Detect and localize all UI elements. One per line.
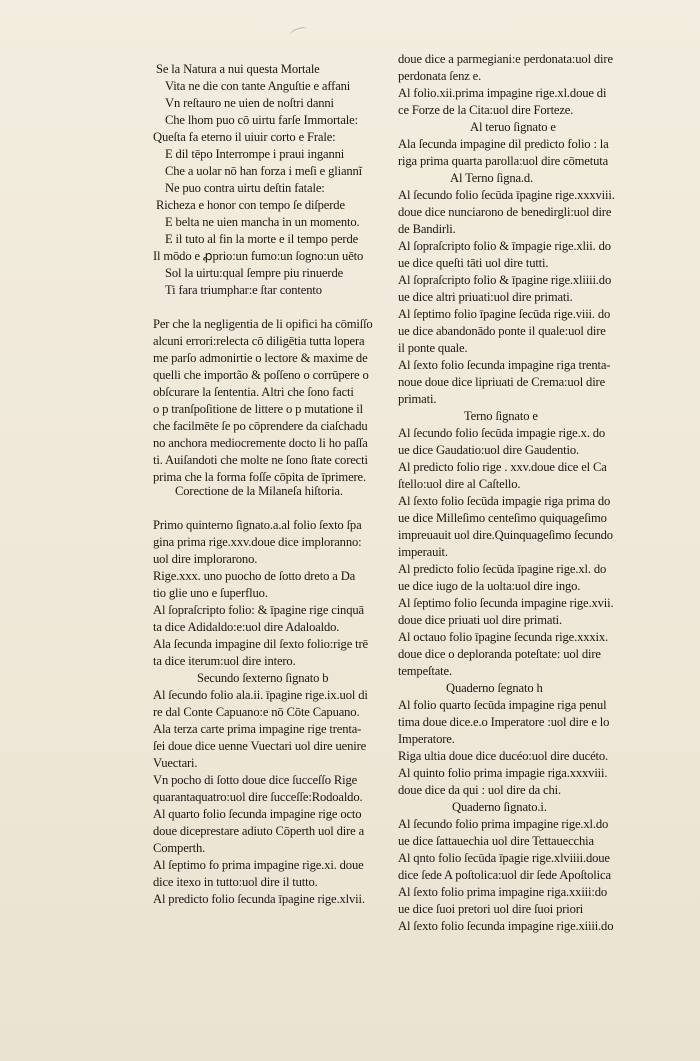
correction-line: Al ſecundo folio prima impagine rige.xl.do (398, 817, 609, 831)
correction-line: doue dice o deploranda poteſtate: uol dire (398, 647, 601, 661)
prose-line: obſcurare la ſententia. Altri che ſono facti (153, 385, 354, 399)
correction-line: ue dice iugo de la uolta:uol dire ingo. (398, 579, 581, 593)
correction-line: ta dice Adidaldo:e:uol dire Adaloaldo. (153, 620, 340, 634)
correction-line: Imperatore. (398, 732, 455, 746)
poem-line: E il tuto al fin la morte e il tempo perde (165, 232, 359, 246)
correction-line: quarantaquatro:uol dire ſucceſſe:Rodoaldo. (153, 790, 363, 804)
correction-line: Al folio quarto ſecūda impagine riga penul (398, 698, 607, 712)
poem-line: Queſta fa eterno il uiuir corto e Frale: (153, 130, 336, 144)
correction-line: ta dice iterum:uol dire intero. (153, 654, 296, 668)
correction-line: ue dice ſuoi pretori uol dire ſuoi priori (398, 902, 584, 916)
signature-heading: Terno ſignato e (464, 409, 538, 423)
correction-line: dice ſede A poſtolica:uol dir ſede Apoſtolica (398, 868, 611, 882)
poem-line: Ti fara triumphar:e ſtar contento (165, 283, 322, 297)
correction-line: Ala terza carte prima impagine rige trenta- (153, 722, 362, 736)
correction-line: Al predicto folio ſecunda īpagine rige.xlvii. (153, 892, 365, 906)
correction-line: Al ſeptimo fo prima impagine rige.xi. doue (153, 858, 364, 872)
correction-line: Al ſeptimo folio ſecunda impagine rige.xvii. (398, 596, 614, 610)
poem-line: Vn reſtauro ne uien de noſtri danni (165, 96, 334, 110)
correction-line: ſtello:uol dire al Caſtello. (398, 477, 521, 491)
correction-line: Al predicto folio ſecūda īpagine rige.xl. do (398, 562, 607, 576)
correction-line: Riga ultia doue dice ducéo:uol dire ducéto. (398, 749, 609, 763)
correction-line: Al ſexto folio prima impagine riga.xxiii:do (398, 885, 608, 899)
correction-line: Al ſeptimo folio īpagine ſecūda rige.viii. do (398, 307, 611, 321)
correction-line: Al folio.xii.prima impagine rige.xl.doue di (398, 86, 607, 100)
poem-line: Che a uolar nō han forza i meſi e gliannĩ (165, 164, 363, 178)
correction-line: Comperth. (153, 841, 206, 855)
prose-line: quelli che importão & poſſeno o corrūpere o (153, 368, 369, 382)
poem-line: Vita ne die con tante Anguſtie e affani (165, 79, 351, 93)
correction-line: noue doue dice lipriuati de Crema:uol dire (398, 375, 606, 389)
correction-line: Ala ſecunda impagine dil predicto folio : la (398, 137, 609, 151)
poem-line: Il mōdo e ꝓprio:un fumo:un ſogno:un uēto (153, 249, 364, 263)
prose-line: me parſo admonirtie o lectore & maxime de (153, 351, 368, 365)
correction-line: il ponte quale. (398, 341, 468, 355)
correction-line: ſei doue dice uenne Vuectari uol dire uenire (153, 739, 367, 753)
correction-line: dice itexo in tutto:uol dire il tutto. (153, 875, 318, 889)
poem-line: E dil tēpo Interrompe i praui inganni (165, 147, 345, 161)
correction-line: doue dice a parmegiani:e perdonata:uol dire (398, 52, 613, 66)
correction-line: re dal Conte Capuano:e nō Cōte Capuano. (153, 705, 360, 719)
correction-line: doue dice da qui : uol dire da chi. (398, 783, 561, 797)
prose-line: no anchora mediocremente docto li ho paſſa (153, 436, 368, 450)
poem-line: Se la Natura a nui questa Mortale (156, 62, 320, 76)
correction-line: ue dice altri priuati:uol dire primati. (398, 290, 573, 304)
correction-line: ue dice queſti tāti uol dire tutti. (398, 256, 549, 270)
correction-line: Al ſecundo folio ſecūda impagie rige.x. do (398, 426, 606, 440)
correction-line: gina prima rige.xxv.doue dice imploranno: (153, 535, 362, 549)
section-heading: Corectione de la Milaneſa hiſtoria. (175, 484, 343, 498)
correction-line: Vuectari. (153, 756, 198, 770)
pencil-mark (289, 25, 309, 38)
prose-line: alcuni errori:relecta cō diligētia tutta lopera (153, 334, 365, 348)
correction-line: primati. (398, 392, 437, 406)
correction-line: Al ſopraſcripto folio & īpagine rige.xliiii.do (398, 273, 612, 287)
correction-line: ue dice Gaudatio:uol dire Gaudentio. (398, 443, 579, 457)
correction-line: tima doue dice.e.o Imperatore :uol dire e lo (398, 715, 610, 729)
correction-line: doue dice priuati uol dire primati. (398, 613, 563, 627)
correction-line: Al ſexto folio ſecunda impagine rige.xiiii.do (398, 919, 614, 933)
prose-line: che facilmēte ſe po cōprendere da ciaſchadu (153, 419, 368, 433)
correction-line: Al ſopraſcripto folio: & īpagine rige cinquā (153, 603, 364, 617)
correction-line: uol dire implorarono. (153, 552, 258, 566)
poem-line: Ne puo contra uirtu deſtin fatale: (165, 181, 325, 195)
signature-heading: Quaderno ſignato.i. (452, 800, 547, 814)
correction-line: Al ſecundo folio ala.ii. īpagine rige.ix.uol di (153, 688, 368, 702)
correction-line: Al qnto folio ſecūda īpagie rige.xlviiii.doue (398, 851, 610, 865)
correction-line: de Bandirli. (398, 222, 456, 236)
correction-line: Al ſopraſcripto folio & īmpagie rige.xlii. do (398, 239, 611, 253)
prose-line: Per che la negligentia de li opifici ha cōmiſſo (153, 317, 373, 331)
poem-line: Sol la uirtu:qual ſempre piu rinuerde (165, 266, 344, 280)
correction-line: Al predicto folio rige . xxv.doue dice el Ca (398, 460, 607, 474)
correction-line: Al ſexto folio ſecunda impagine riga trenta- (398, 358, 611, 372)
correction-line: Al quinto folio prima impagie riga.xxxviii. (398, 766, 608, 780)
prose-line: o p tranſpoſitione de littere o p mutatione il (153, 402, 363, 416)
signature-heading: Quaderno ſegnato h (446, 681, 543, 695)
poem-line: Che lhom puo cō uirtu farſe Immortale: (165, 113, 358, 127)
correction-line: perdonata ſenz e. (398, 69, 482, 83)
correction-line: ue dice abandonādo ponte il quale:uol dire (398, 324, 606, 338)
signature-heading: Al teruo ſignato e (470, 120, 556, 134)
prose-line: prima che la forma foſſe cōpita de īprimere. (153, 470, 366, 484)
correction-line: doue dice nunciarono de benedirgli:uol dire (398, 205, 612, 219)
signature-heading: Secundo ſexterno ſignato b (197, 671, 329, 685)
poem-line: Richeza e honor con tempo ſe diſperde (156, 198, 345, 212)
correction-line: Al ſecundo folio ſecūda īpagine rige.xxxviii. (398, 188, 615, 202)
correction-line: Rige.xxx. uno puocho de ſotto dreto a Da (153, 569, 356, 583)
correction-line: Al ſexto folio ſecūda impagie riga prima do (398, 494, 611, 508)
correction-line: Primo quinterno ſignato.a.al folio ſexto ſpa (153, 518, 362, 532)
correction-line: riga prima quarta parolla:uol dire cōmetuta (398, 154, 609, 168)
poem-line: E belta ne uien mancha in un momento. (165, 215, 360, 229)
correction-line: ce Forze de la Cita:uol dire Forteze. (398, 103, 574, 117)
correction-line: tio glie uno e ſuperfluo. (153, 586, 268, 600)
prose-line: ti. Auiſandoti che molte ne ſono ſtate corecti (153, 453, 368, 467)
correction-line: doue diceprestare adiuto Cōperth uol dire a (153, 824, 365, 838)
correction-line: Vn pocho di ſotto doue dice ſucceſſo Rige (153, 773, 358, 787)
correction-line: ue dice Milleſimo centeſimo quiquageſimo (398, 511, 607, 525)
correction-line: Ala ſecunda impagine dil ſexto folio:rige trē (153, 637, 368, 651)
correction-line: impreuauit uol dire.Quinquageſimo ſecundo (398, 528, 613, 542)
correction-line: Al quarto folio ſecunda impagine rige octo (153, 807, 362, 821)
correction-line: ue dice ſattauechia uol dire Tettauecchia (398, 834, 594, 848)
correction-line: Al octauo folio īpagine ſecunda rige.xxxix. (398, 630, 609, 644)
correction-line: imperauit. (398, 545, 448, 559)
signature-heading: Al Terno ſigna.d. (450, 171, 534, 185)
correction-line: tempeſtate. (398, 664, 452, 678)
